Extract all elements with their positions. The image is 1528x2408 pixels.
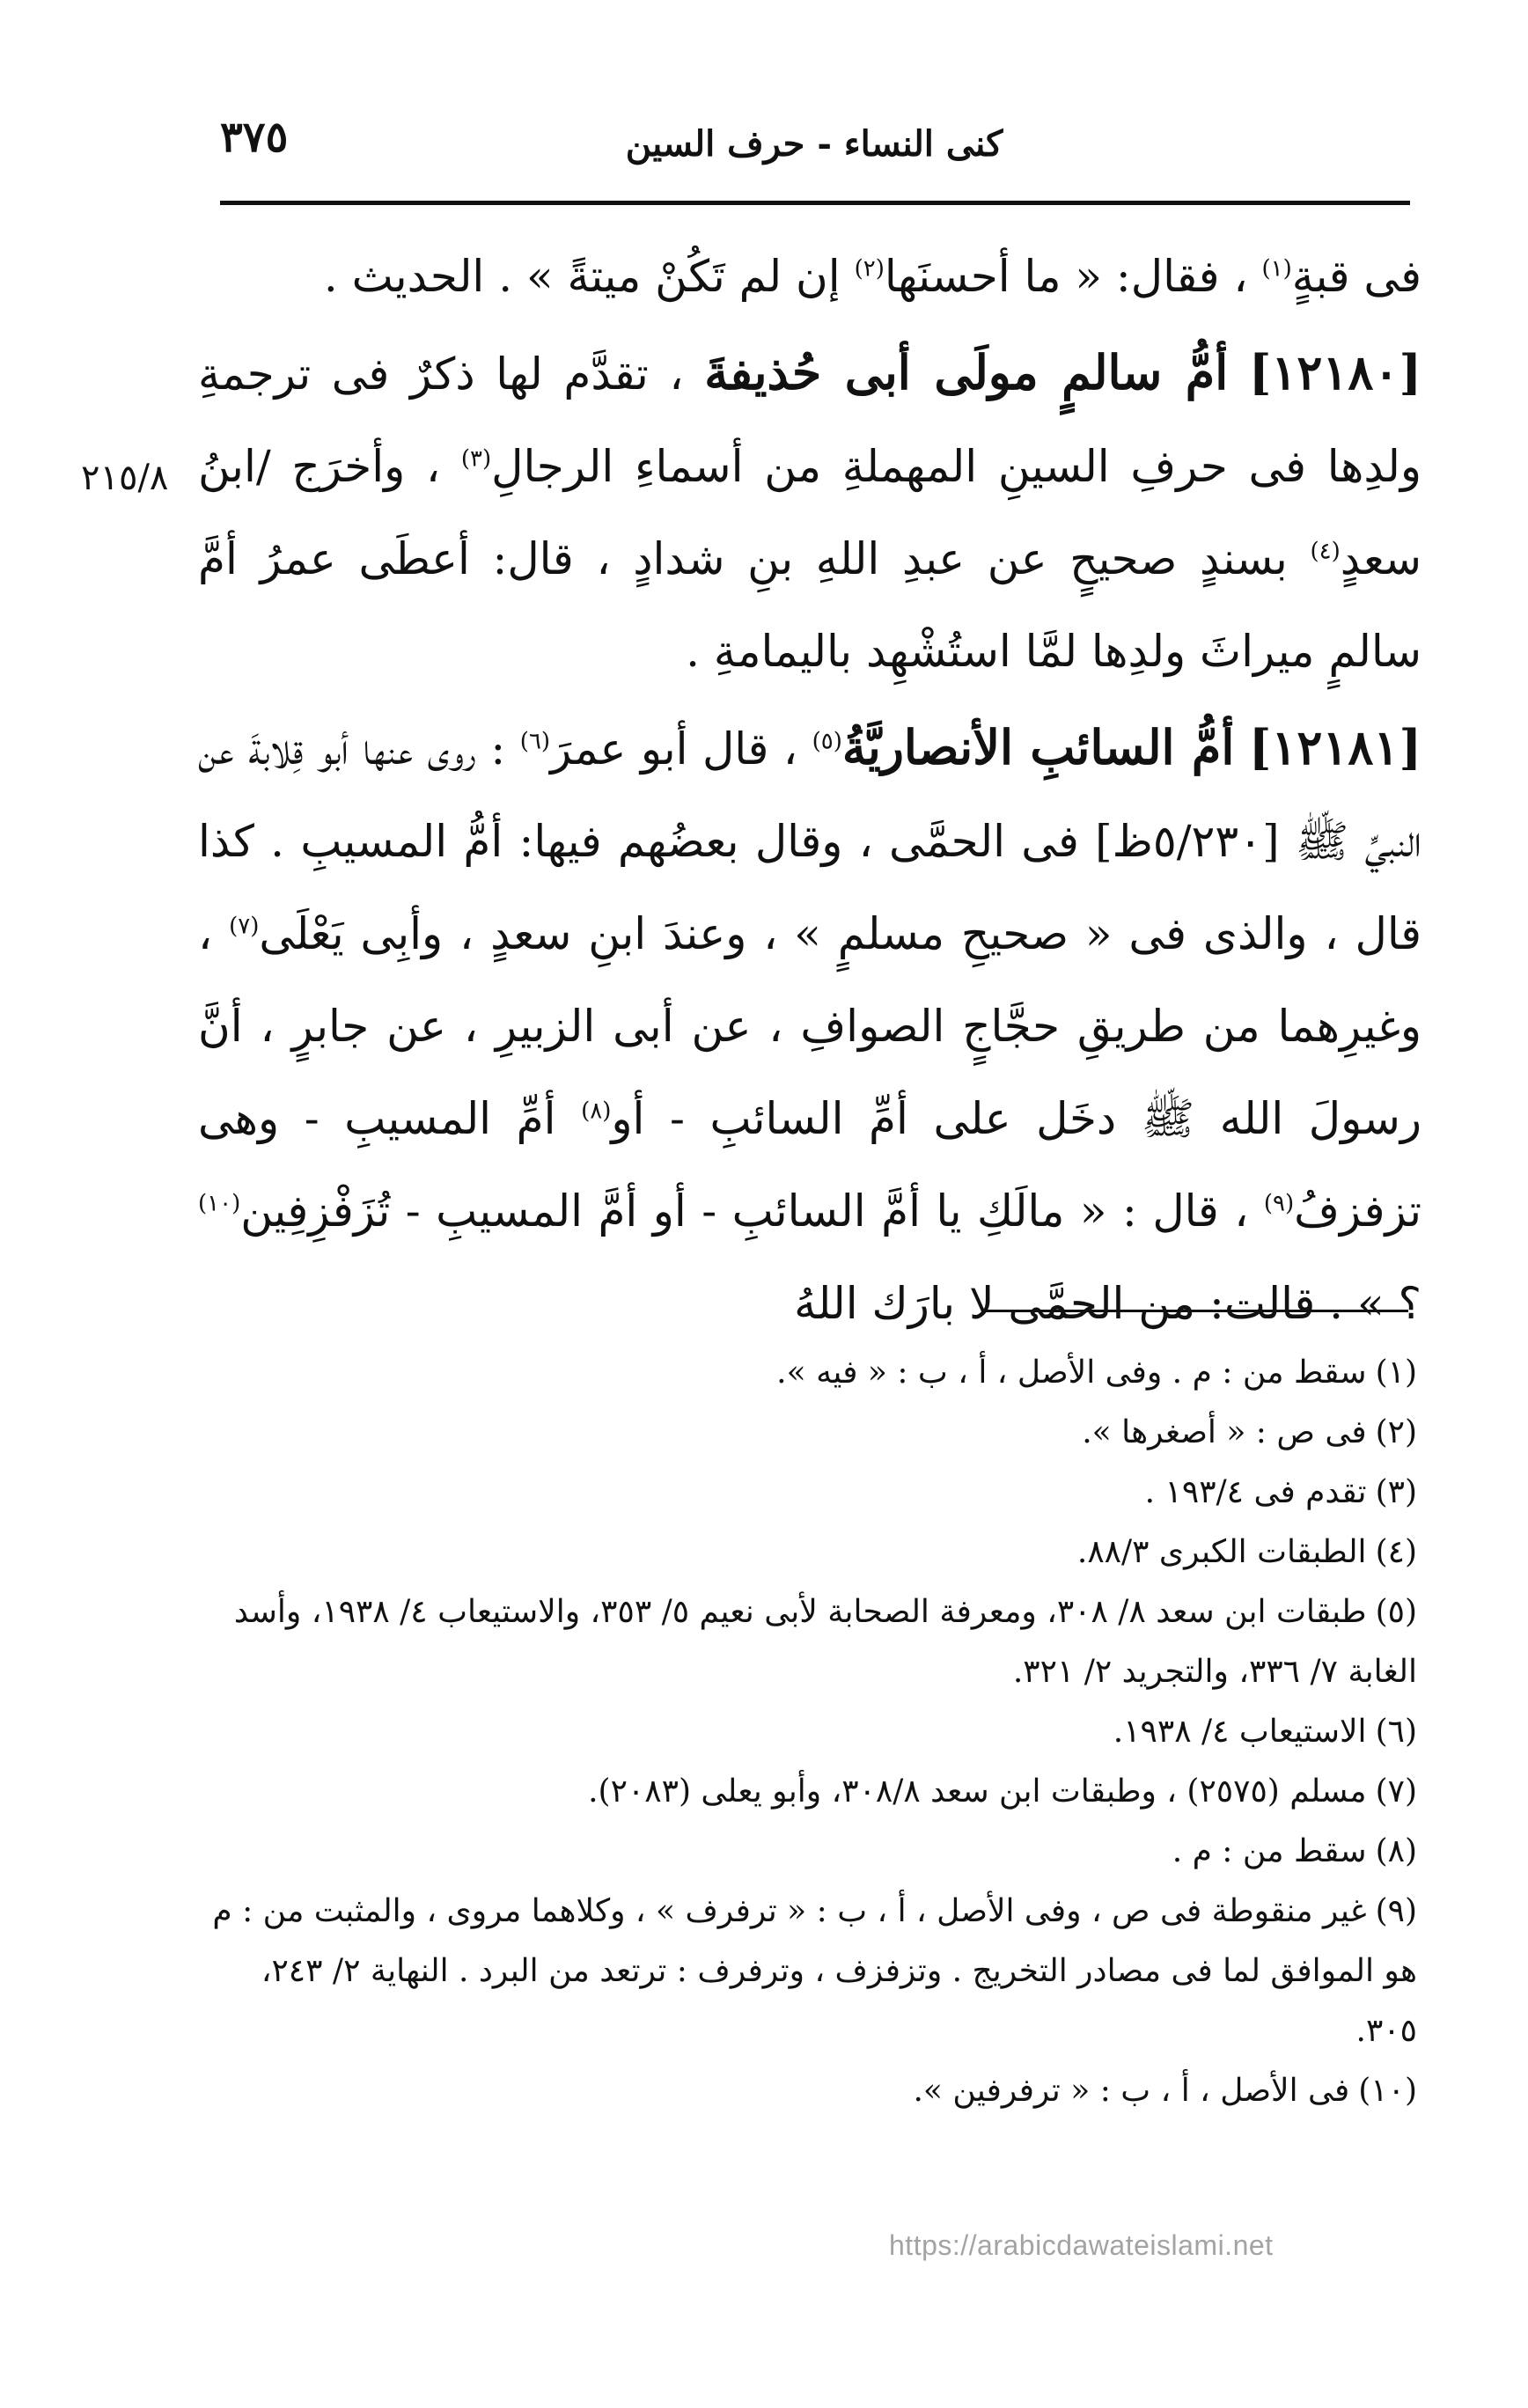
text-run: ، قال : « مالَكِ يا أمَّ السائبِ - أو أمَّ المسيبِ - تُزَفْزِفِين	[240, 1186, 1249, 1237]
main-text	[198, 231, 1421, 1350]
footnote-number: (٦)	[1375, 1714, 1417, 1750]
entry-12181	[198, 701, 1421, 1350]
footnote-ref: (٦)	[519, 728, 551, 755]
footnote-text: الاستيعاب ٤/ ١٩٣٨.	[1113, 1714, 1367, 1750]
footnote-number: (١٠)	[1358, 2073, 1417, 2109]
footnote	[207, 2061, 1417, 2121]
entry-title: أمُّ السائبِ الأنصاريَّةُ	[841, 719, 1235, 775]
footnote	[207, 1822, 1417, 1882]
footnote-number: (١)	[1375, 1354, 1417, 1391]
footnote-text: فى ص : « أصغرها ».	[1082, 1414, 1367, 1450]
footnote-text: سقط من : م .	[1172, 1833, 1367, 1869]
footnote-text: طبقات ابن سعد ٨/ ٣٠٨، ومعرفة الصحابة لأبى نعيم ٥/ ٣٥٣، والاستيعاب ٤/ ١٩٣٨، وأسد الغابة ٧/ ٣٣٦، والتجريد ٢/ ٣٢١.	[233, 1594, 1417, 1690]
page-number: ٣٧٥	[220, 113, 289, 162]
footnote-ref: (٥)	[812, 728, 842, 755]
text-run: فى قبةٍ	[1291, 251, 1421, 302]
footnote-number: (٤)	[1375, 1534, 1417, 1570]
text-run: ، قال أبو عمرَ	[550, 723, 798, 775]
footnote-number: (٥)	[1375, 1594, 1417, 1630]
footnote-text: الطبقات الكبرى ٨٨/٣.	[1076, 1534, 1367, 1570]
text-run: ، فقال: « ما أحسنَها	[884, 251, 1248, 302]
footnote-text: غير منقوطة فى ص ، وفى الأصل ، أ ، ب : « ترفرف » ، وكلاهما مروى ، والمثبت من : م هو الموافق لما فى مصادر التخريج . وتزفزف ، وترفرف : ترتعد من البرد . النهاية ٢/ ٢٤٣، ٣٠٥.	[212, 1893, 1417, 2049]
footnote	[207, 1762, 1417, 1822]
footnote-ref: (٤)	[1310, 538, 1341, 565]
footnote-text: فى الأصل ، أ ، ب : « ترفرفين ».	[913, 2073, 1350, 2109]
margin-reference: ٢١٥/٨	[81, 458, 169, 498]
footnote-ref: (١)	[1261, 255, 1292, 283]
footnote-number: (٣)	[1375, 1474, 1417, 1510]
footnote-ref: (٢)	[854, 255, 885, 283]
footnote-ref: (٣)	[460, 445, 492, 473]
footnote-ref: (١٠)	[198, 1190, 241, 1217]
entry-title: أمُّ سالمٍ مولَى أبى حُذيفةَ	[704, 344, 1229, 400]
running-title: كنى النساء - حرف السين	[625, 123, 1003, 165]
entry-12180	[198, 327, 1421, 698]
watermark-url: https://arabicdawateislami.net	[889, 2229, 1274, 2261]
footnote-number: (٩)	[1375, 1893, 1417, 1929]
text-run: ، وأخرَج /ابنُ سعدٍ	[198, 441, 1421, 584]
footnote	[207, 1882, 1417, 2061]
footnote-number: (٨)	[1375, 1833, 1417, 1869]
footnote-ref: (٨)	[581, 1098, 612, 1125]
entry-number: [١٢١٨١]	[1248, 719, 1421, 775]
footnote-ref: (٩)	[1263, 1190, 1295, 1217]
footnote	[207, 1582, 1417, 1702]
footnote-ref: (٧)	[229, 913, 260, 940]
footnote-text: تقدم فى ١٩٣/٤ .	[1144, 1474, 1367, 1510]
footnote	[207, 1403, 1417, 1463]
footnote-text: مسلم (٢٥٧٥) ، وطبقات ابن سعد ٣٠٨/٨، وأبو يعلى (٢٠٨٣).	[588, 1773, 1367, 1810]
text-run: إن لم تَكُنْ ميتةً » . الحديث .	[323, 251, 841, 302]
text-run: أمِّ المسيبِ - وهى تزفزفُ	[198, 1093, 1421, 1237]
footnote	[207, 1702, 1417, 1762]
footnote	[207, 1343, 1417, 1403]
footnote-number: (٢)	[1375, 1414, 1417, 1450]
text-run: ، تقدَّم لها ذكرٌ فى ترجمةِ ولدِها فى حرفِ السينِ المهملةِ من أسماءِ الرجالِ	[198, 349, 1421, 492]
text-run: ؟ » . قالت: من الحمَّى لا بارَك اللهُ	[794, 1278, 1421, 1329]
text-run: بسندٍ صحيحٍ عن عبدِ اللهِ بنِ شدادٍ ، قال: أعطَى عمرُ أمَّ سالمٍ ميراثَ ولدِها لمَّا استُشْهِد باليمامةِ .	[198, 533, 1421, 677]
text-run: : روى عنها أبو قِلابةَ عن النبيِّ ﷺ [٥/٢٣٠ظ] فى الحمَّى ، وقال بعضُهم فيها: أمُّ المسيبِ . كذا قال ، والذى فى « صحيحِ مسلمٍ » ، وعندَ ابنِ سعدٍ ، وأبِى يَعْلَى	[198, 723, 1421, 959]
header-rule	[220, 201, 1410, 205]
footnote-rule	[986, 1310, 1408, 1312]
footnote-number: (٧)	[1375, 1773, 1417, 1810]
footnote	[207, 1523, 1417, 1582]
footnotes	[207, 1343, 1417, 2121]
entry-number: [١٢١٨٠]	[1248, 344, 1422, 400]
page-header	[220, 106, 1408, 185]
paragraph-continuation	[198, 231, 1421, 323]
footnote	[207, 1463, 1417, 1523]
footnote-text: سقط من : م . وفى الأصل ، أ ، ب : « فيه ».	[776, 1354, 1367, 1391]
text-run: ، وغيرِهما من طريقِ حجَّاجٍ الصوافِ ، عن أبى الزبيرِ ، عن جابرٍ ، أنَّ رسولَ الله ﷺ دخَل على أمِّ السائبِ - أو	[198, 908, 1422, 1144]
